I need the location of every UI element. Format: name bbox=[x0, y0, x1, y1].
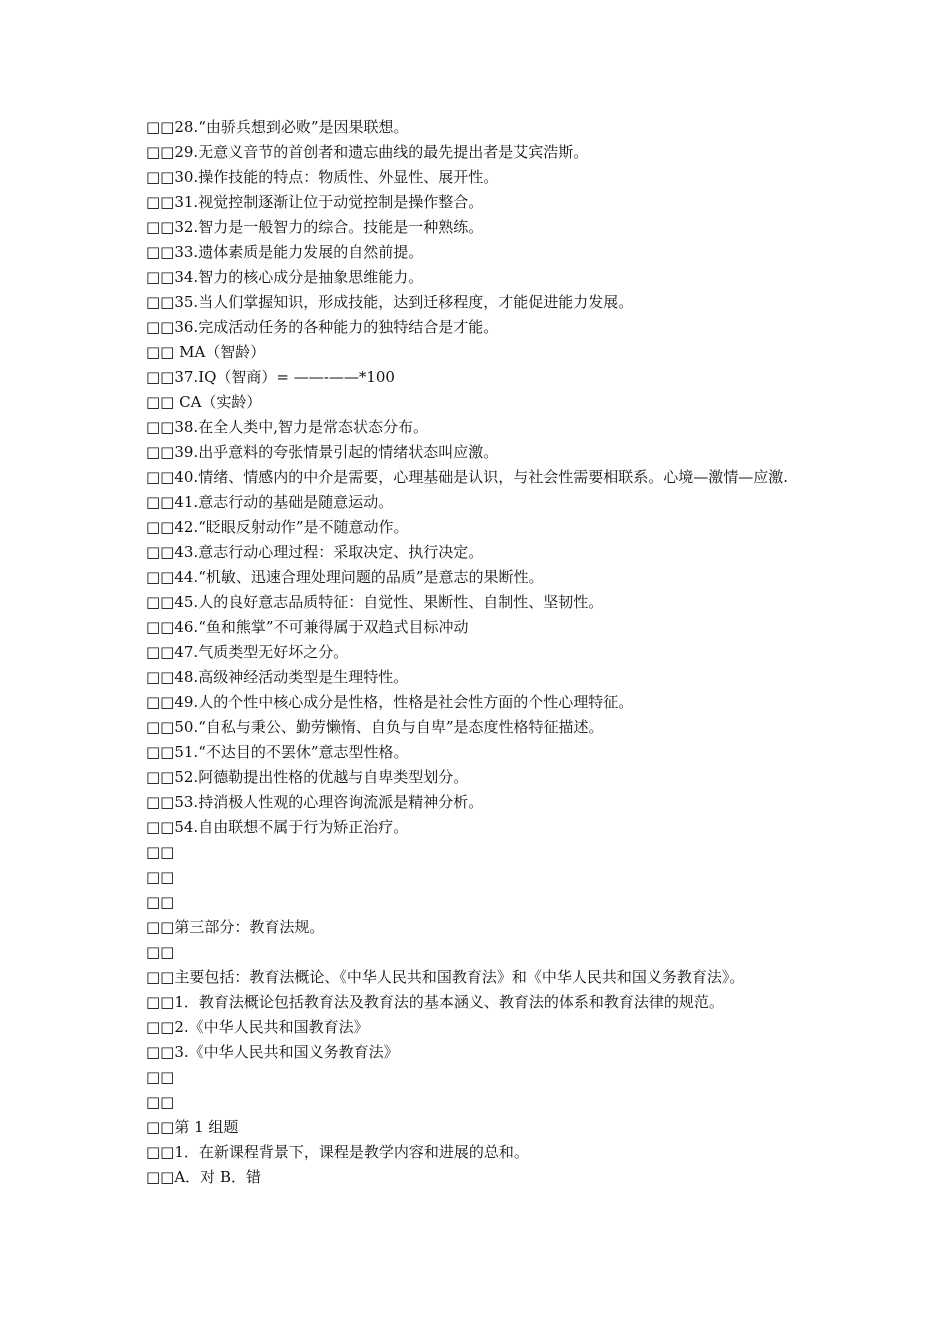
text-line: □□50.“自私与秉公、勤劳懒惰、自负与自卑”是态度性格特征描述。 bbox=[146, 718, 604, 736]
text-line: □□47.气质类型无好坏之分。 bbox=[146, 643, 349, 661]
formula-line: □□37.IQ（智商）= ——-——*100 bbox=[146, 368, 395, 386]
text-line: □□39.出乎意料的夸张情景引起的情绪状态叫应激。 bbox=[146, 443, 499, 461]
text-line: □□45.人的良好意志品质特征：自觉性、果断性、自制性、坚韧性。 bbox=[146, 593, 604, 611]
blank-line: □□ bbox=[146, 843, 175, 861]
text-line-wrapped: □□40.情绪、情感内的中介是需要，心理基础是认识，与社会性需要相联系。心境—激情—应激. bbox=[146, 468, 788, 486]
question-group-heading: □□第 1 组题 bbox=[146, 1118, 239, 1136]
text-line: □□46.“鱼和熊掌”不可兼得属于双趋式目标冲动 bbox=[146, 618, 469, 636]
text-line: □□36.完成活动任务的各种能力的独特结合是才能。 bbox=[146, 318, 499, 336]
text-line: □□48.高级神经活动类型是生理特性。 bbox=[146, 668, 409, 686]
text-line: □□30.操作技能的特点：物质性、外显性、展开性。 bbox=[146, 168, 499, 186]
formula-numerator: □□ MA（智龄） bbox=[146, 343, 266, 361]
text-line: □□28.“由骄兵想到必败”是因果联想。 bbox=[146, 118, 409, 136]
text-line: □□3.《中华人民共和国义务教育法》 bbox=[146, 1043, 399, 1061]
blank-line: □□ bbox=[146, 1093, 175, 1111]
section-heading: □□第三部分：教育法规。 bbox=[146, 918, 325, 936]
text-line: □□主要包括：教育法概论、《中华人民共和国教育法》和《中华人民共和国义务教育法》。 bbox=[146, 968, 745, 986]
text-line: □□35.当人们掌握知识，形成技能，达到迁移程度，才能促进能力发展。 bbox=[146, 293, 634, 311]
blank-line: □□ bbox=[146, 1068, 175, 1086]
question-text: □□1．在新课程背景下，课程是教学内容和进展的总和。 bbox=[146, 1143, 529, 1161]
blank-line: □□ bbox=[146, 943, 175, 961]
text-line: □□43.意志行动心理过程：采取决定、执行决定。 bbox=[146, 543, 484, 561]
text-line: □□44.“机敏、迅速合理处理问题的品质”是意志的果断性。 bbox=[146, 568, 544, 586]
text-line: □□52.阿德勒提出性格的优越与自卑类型划分。 bbox=[146, 768, 469, 786]
document-body bbox=[146, 115, 826, 1190]
text-line: □□29.无意义音节的首创者和遗忘曲线的最先提出者是艾宾浩斯。 bbox=[146, 143, 589, 161]
text-line: □□2.《中华人民共和国教育法》 bbox=[146, 1018, 369, 1036]
text-line: □□53.持消极人性观的心理咨询流派是精神分析。 bbox=[146, 793, 484, 811]
text-line: □□54.自由联想不属于行为矫正治疗。 bbox=[146, 818, 409, 836]
question-options: □□A．对 B．错 bbox=[146, 1168, 261, 1186]
text-line: □□49.人的个性中核心成分是性格，性格是社会性方面的个性心理特征。 bbox=[146, 693, 634, 711]
text-line: □□38.在全人类中,智力是常态状态分布。 bbox=[146, 418, 428, 436]
text-line: □□42.“眨眼反射动作”是不随意动作。 bbox=[146, 518, 409, 536]
text-line: □□32.智力是一般智力的综合。技能是一种熟练。 bbox=[146, 218, 484, 236]
text-line: □□41.意志行动的基础是随意运动。 bbox=[146, 493, 394, 511]
text-line: □□51.“不达目的不罢休”意志型性格。 bbox=[146, 743, 409, 761]
text-line: □□31.视觉控制逐渐让位于动觉控制是操作整合。 bbox=[146, 193, 484, 211]
text-line: □□33.遗体素质是能力发展的自然前提。 bbox=[146, 243, 424, 261]
blank-line: □□ bbox=[146, 893, 175, 911]
text-line: □□1．教育法概论包括教育法及教育法的基本涵义、教育法的体系和教育法律的规范。 bbox=[146, 993, 724, 1011]
text-line: □□34.智力的核心成分是抽象思维能力。 bbox=[146, 268, 424, 286]
formula-denominator: □□ CA（实龄） bbox=[146, 393, 262, 411]
blank-line: □□ bbox=[146, 868, 175, 886]
